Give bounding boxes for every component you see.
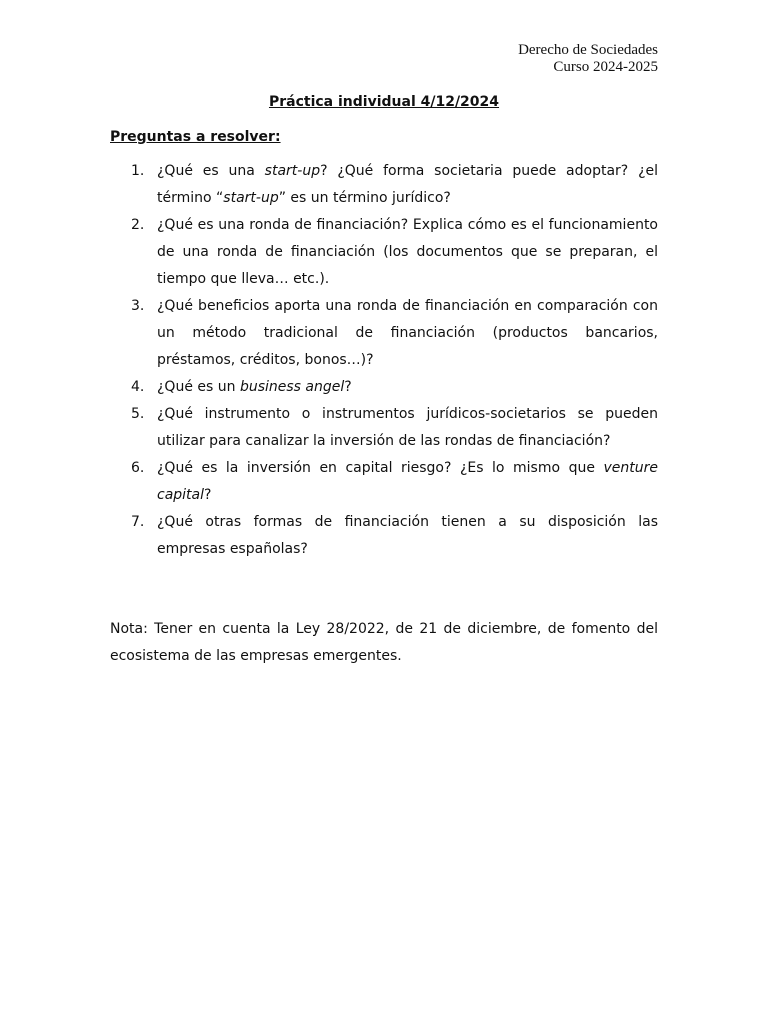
page-title: Práctica individual 4/12/2024 bbox=[268, 94, 500, 110]
question-item bbox=[110, 401, 658, 455]
course-year: Curso 2024-2025 bbox=[553, 59, 658, 75]
question-text: ¿Qué instrumento o instrumentos jurídicos-societarios se pueden utilizar para canalizar la inversión de las rondas de financiación? bbox=[157, 406, 658, 449]
question-text: ¿Qué es la inversión en capital riesgo? ¿Es lo mismo que bbox=[157, 460, 604, 476]
question-text: ? bbox=[344, 379, 352, 395]
question-number: 1. bbox=[131, 163, 145, 179]
note-paragraph: Nota: Tener en cuenta la Ley 28/2022, de 21 de diciembre, de fomento del ecosistema de las empresas emergentes. bbox=[110, 621, 658, 664]
question-text: ? bbox=[204, 487, 212, 503]
question-number: 3. bbox=[131, 298, 145, 314]
question-number: 4. bbox=[131, 379, 145, 395]
question-text: ¿Qué otras formas de financiación tienen a su disposición las empresas españolas? bbox=[157, 514, 658, 557]
question-item bbox=[110, 293, 658, 374]
question-item bbox=[110, 509, 658, 563]
question-item bbox=[110, 158, 658, 212]
question-italic-term: venture capital bbox=[157, 460, 658, 503]
question-text: ¿Qué es una bbox=[157, 163, 265, 179]
section-heading: Preguntas a resolver: bbox=[110, 129, 281, 145]
question-text: ¿Qué es un bbox=[157, 379, 240, 395]
course-header bbox=[518, 42, 658, 76]
question-item bbox=[110, 212, 658, 293]
question-item bbox=[110, 455, 658, 509]
question-number: 2. bbox=[131, 217, 145, 233]
question-list bbox=[110, 158, 658, 563]
question-text: ” es un término jurídico? bbox=[278, 190, 451, 206]
question-italic-term: business angel bbox=[239, 379, 345, 395]
question-italic-term: start-up bbox=[264, 163, 321, 179]
question-text: ¿Qué es una ronda de financiación? Explica cómo es el funcionamiento de una ronda de financiación (los documentos que se preparan, el tiempo que lleva… etc.). bbox=[157, 217, 658, 287]
question-number: 6. bbox=[131, 460, 145, 476]
question-number: 7. bbox=[131, 514, 145, 530]
question-text: ? ¿Qué forma societaria puede adoptar? ¿el término “ bbox=[157, 163, 658, 206]
question-text: ¿Qué beneficios aporta una ronda de financiación en comparación con un método tradicional de financiación (productos bancarios, préstamos, créditos, bonos…)? bbox=[157, 298, 658, 368]
question-italic-term: start-up bbox=[223, 190, 279, 206]
course-name: Derecho de Sociedades bbox=[518, 42, 658, 58]
question-item bbox=[110, 374, 658, 401]
question-number: 5. bbox=[131, 406, 145, 422]
